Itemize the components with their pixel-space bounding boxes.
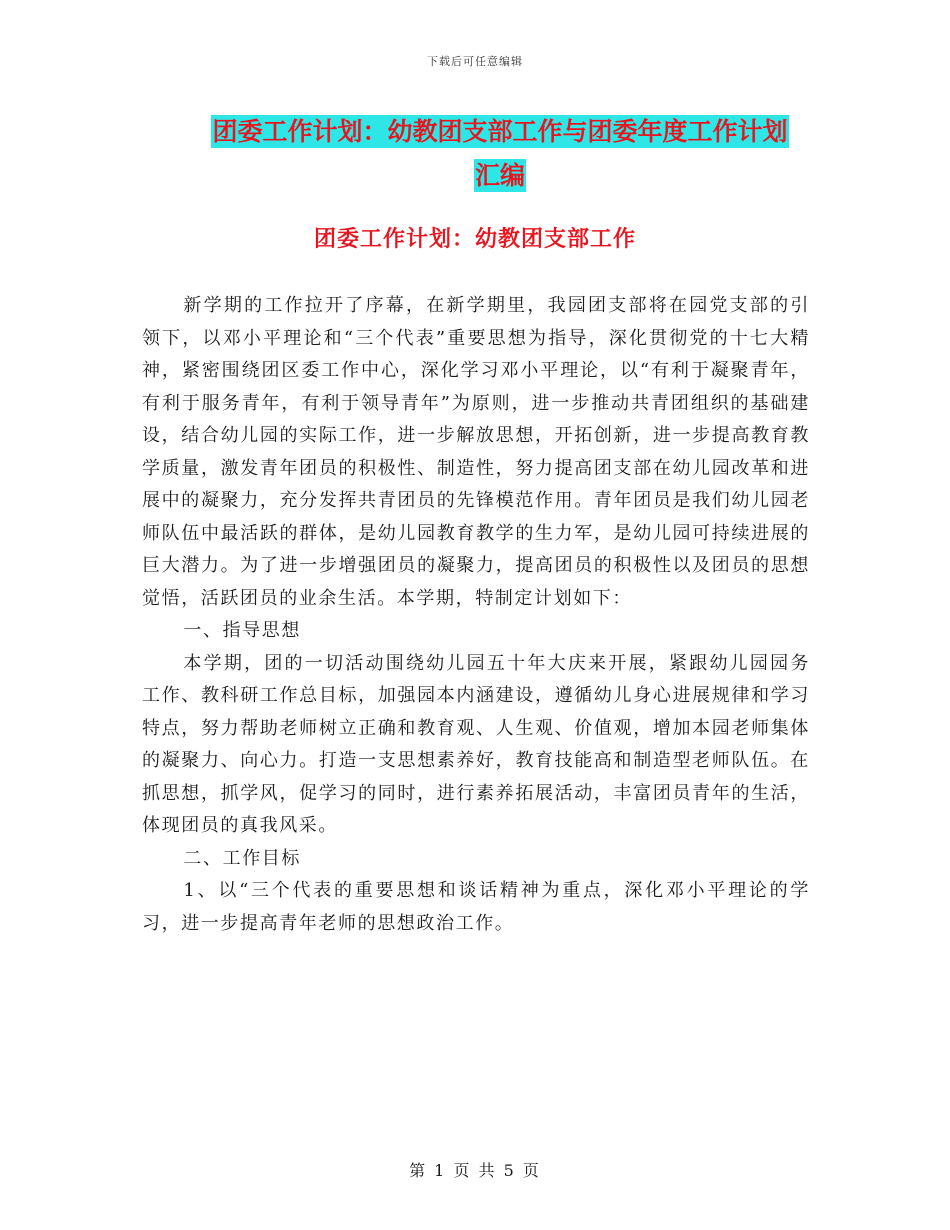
document-title-line-2: 汇编 bbox=[474, 161, 525, 190]
section-title: 团委工作计划：幼教团支部工作 bbox=[313, 226, 636, 252]
intro-paragraph: 新学期的工作拉开了序幕，在新学期里，我园团支部将在园党支部的引领下，以邓小平理论和“三个代表”重要思想为指导，深化贯彻党的十七大精神，紧密围绕团区委工作中心，深化学习邓小平理论，以“有利于凝聚青年，有利于服务青年，有利于领导青年”为原则，进一步推动共青团组织的基础建设，结合幼儿园的实际工作，进一步解放思想，开拓创新，进一步提高教育教学质量，激发青年团员的积极性、制造性，努力提高团支部在幼儿园改革和进展中的凝聚力，充分发挥共青团员的先锋模范作用。青年团员是我们幼儿园老师队伍中最活跃的群体，是幼儿园教育教学的生力军，是幼儿园可持续进展的巨大潜力。为了进一步增强团员的凝聚力，提高团员的积极性以及团员的思想觉悟，活跃团员的业余生活。本学期，特制定计划如下： bbox=[142, 295, 810, 609]
work-goal-item-1: 1、以“三个代表的重要思想和谈话精神为重点，深化邓小平理论的学习，进一步提高青年老师的思想政治工作。 bbox=[142, 880, 810, 934]
header-note: 下载后可任意编辑 bbox=[427, 55, 523, 68]
page-footer: 第 1 页 共 5 页 bbox=[409, 1161, 541, 1180]
document-body bbox=[142, 290, 810, 940]
heading-guiding-ideology: 一、指导思想 bbox=[183, 620, 301, 641]
guiding-ideology-paragraph: 本学期，团的一切活动围绕幼儿园五十年大庆来开展，紧跟幼儿园园务工作、教科研工作总目标，加强园本内涵建设，遵循幼儿身心进展规律和学习特点，努力帮助老师树立正确和教育观、人生观、价值观，增加本园老师集体的凝聚力、向心力。打造一支思想素养好，教育技能高和制造型老师队伍。在抓思想，抓学风，促学习的同时，进行素养拓展活动，丰富团员青年的生活，体现团员的真我风采。 bbox=[142, 652, 810, 836]
document-title bbox=[140, 110, 860, 198]
document-title-line-1: 团委工作计划：幼教团支部工作与团委年度工作计划 bbox=[212, 117, 788, 146]
heading-work-goals: 二、工作目标 bbox=[183, 847, 301, 869]
